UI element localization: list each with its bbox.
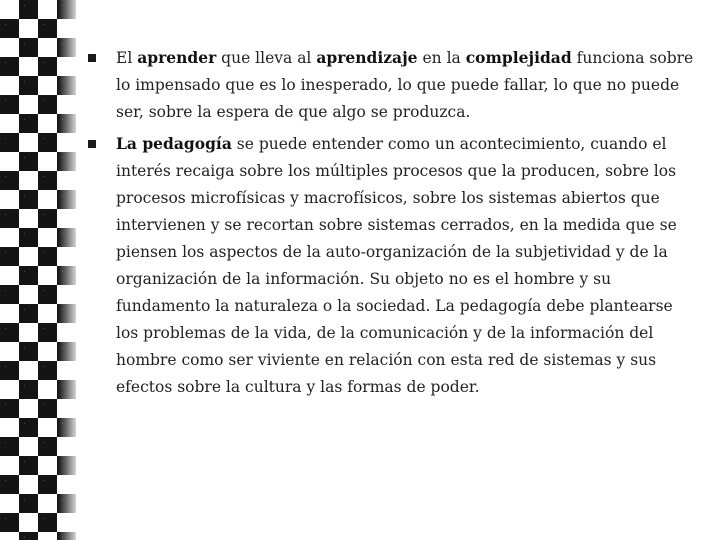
checkerboard-fade bbox=[58, 0, 80, 540]
square-bullet-icon bbox=[88, 54, 96, 62]
emphasis-pedagogia: La pedagogía bbox=[116, 134, 232, 153]
square-bullet-icon bbox=[88, 140, 96, 148]
emphasis-aprender: aprender bbox=[137, 48, 217, 67]
text-run: se puede entender como un acontecimiento, cuando el interés recaiga sobre los múltiples procesos que la producen, sobre los procesos microfísicas y macrofísicos, sobre los sistemas abiertos que intervienen y se recortan sobre sistemas cerrados, en la medida que se piensen los aspectos de la auto-organización de la subjetividad y de la organización de la información. Su objeto no es el hombre y su fundamento la naturaleza o la sociedad. La pedagogía debe plantearse los problemas de la vida, de la comunicación y de la información del hombre como ser viviente en relación con esta red de sistemas y sus efectos sobre la cultura y las formas de poder. bbox=[116, 135, 677, 396]
text-run: que lleva al bbox=[216, 49, 317, 67]
slide-content bbox=[86, 44, 694, 405]
text-run: en la bbox=[417, 49, 466, 67]
text-run: funciona sobre lo impensado que es lo inesperado, lo que puede fallar, lo que no puede ser, sobre la espera de que algo se produzca. bbox=[116, 49, 694, 121]
emphasis-aprendizaje: aprendizaje bbox=[316, 48, 418, 67]
text-run: El bbox=[116, 49, 138, 67]
emphasis-complejidad: complejidad bbox=[465, 48, 572, 67]
bullet-item-aprender bbox=[86, 44, 694, 126]
bullet-item-pedagogia bbox=[86, 130, 694, 401]
